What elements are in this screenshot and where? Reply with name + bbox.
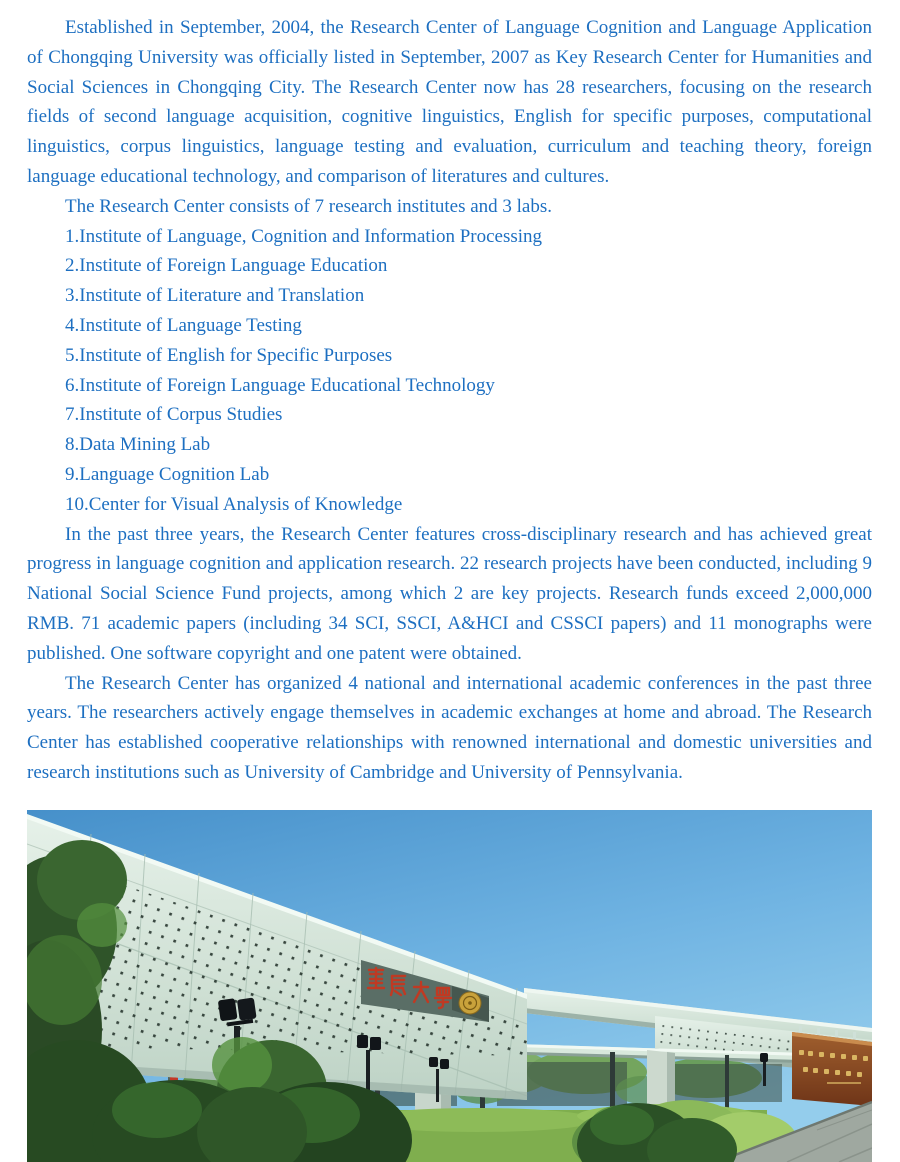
institute-item-7: 7.Institute of Corpus Studies [65,404,283,426]
institute-item-8: 8.Data Mining Lab [65,434,211,456]
wood-motto-panel [792,1032,872,1106]
list-intro: The Research Center consists of 7 research institutes and 3 labs. [65,195,552,217]
institute-item-1: 1.Institute of Language, Cognition and Information Processing [65,225,543,247]
university-emblem [459,992,481,1014]
paragraph-achievements: In the past three years, the Research Center features cross-disciplinary research and has achieved great progress in language cognition and application research. 22 research projects have been conducted, including 9 National Social Science Fund projects, among which 2 are key projects. Research funds exceed 2,000,000 RMB. 71 academic papers (including 34 SCI, SSCI, A&HCI and CSSCI papers) and 11 monographs were published. One software copyright and one patent were obtained. [27,523,872,664]
institute-item-5: 5.Institute of English for Specific Purposes [65,344,393,366]
paragraph-cooperation: The Research Center has organized 4 national and international academic conferences in the past three years. The researchers actively engage themselves in academic exchanges at home and abroad. The Research Center has established cooperative relationships with renowned international and domestic universities and research institutions such as University of Cambridge and University of Pennsylvania. [27,672,872,783]
institute-item-3: 3.Institute of Literature and Translation [65,285,365,307]
article-text [27,0,872,788]
institute-item-4: 4.Institute of Language Testing [65,314,302,336]
institute-item-2: 2.Institute of Foreign Language Education [65,255,388,277]
campus-gate-photo-svg [27,810,872,1162]
paragraph-overview: Established in September, 2004, the Research Center of Language Cognition and Language Application of Chongqing University was officially listed in September, 2007 as Key Research Center for Humanities and Social Sciences in Chongqing City. The Research Center now has 28 researchers, focusing on the research fields of second language acquisition, cognitive linguistics, English for specific purposes, computational linguistics, corpus linguistics, language testing and evaluation, curriculum and teaching theory, foreign language educational technology, and comparison of literatures and cultures. [27,17,872,187]
campus-gate-photo [27,810,872,1162]
institute-item-9: 9.Language Cognition Lab [65,463,270,485]
institute-item-10: 10.Center for Visual Analysis of Knowledge [65,493,403,515]
institute-item-6: 6.Institute of Foreign Language Educational Technology [65,374,495,396]
